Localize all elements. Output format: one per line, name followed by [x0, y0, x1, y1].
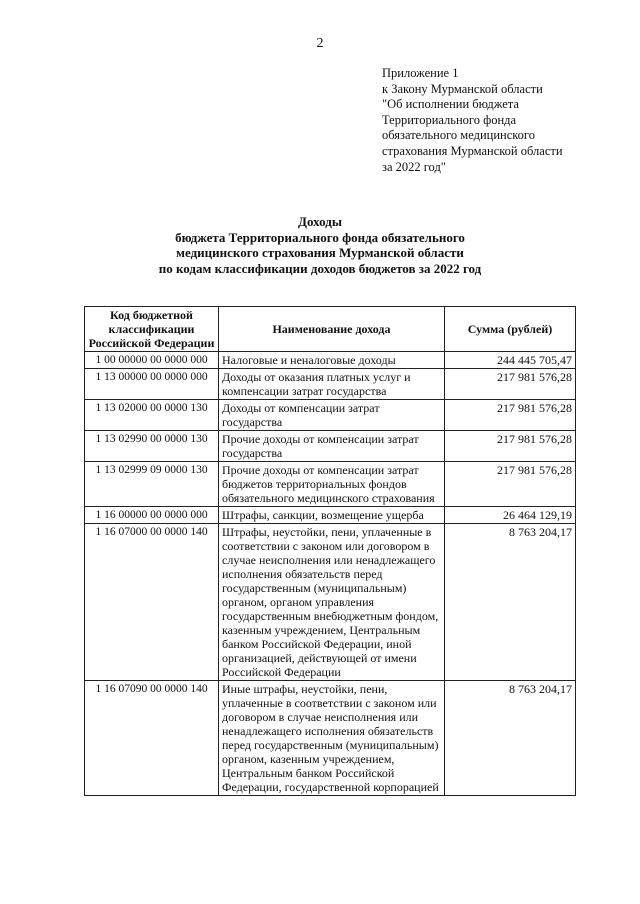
row-code: 1 00 00000 00 0000 000	[85, 352, 219, 369]
appendix-line: обязательного медицинского	[382, 128, 536, 143]
header-name: Наименование дохода	[219, 307, 445, 352]
appendix-line: страхования Мурманской области	[382, 143, 563, 158]
row-amount: 8 763 204,17	[445, 524, 576, 681]
income-table	[84, 306, 576, 796]
row-amount: 217 981 576,28	[445, 400, 576, 431]
row-amount: 244 445 705,47	[445, 352, 576, 369]
page-number: 2	[316, 36, 324, 51]
row-code: 1 16 00000 00 0000 000	[85, 507, 219, 524]
row-code: 1 16 07000 00 0000 140	[85, 524, 219, 681]
row-code: 1 16 07090 00 0000 140	[85, 681, 219, 796]
title-line: по кодам классификации доходов бюджетов за 2022 год	[158, 260, 482, 276]
table-row	[85, 369, 576, 400]
table-row	[85, 400, 576, 431]
appendix-line: за 2022 год"	[382, 159, 446, 174]
header-amount: Сумма (рублей)	[445, 307, 576, 352]
row-name: Доходы от компенсации затрат государства	[219, 400, 445, 431]
row-amount: 217 981 576,28	[445, 431, 576, 462]
appendix-line: Приложение 1	[382, 66, 459, 80]
title-line: Доходы	[298, 214, 342, 229]
title-line: бюджета Территориального фонда обязательного	[175, 229, 465, 245]
appendix-line: Территориального фонда	[382, 112, 517, 127]
appendix-note	[382, 66, 622, 175]
table-row	[85, 524, 576, 681]
table-row	[85, 681, 576, 796]
row-name: Иные штрафы, неустойки, пени, уплаченные в соответствии с законом или договором в случае неисполнения или ненадлежащего исполнения обязательств перед государственным (муниципальным) органом, казенным учреждением, Центральным банком Российской Федерации, государственной корпорацией	[219, 681, 445, 796]
table-row	[85, 352, 576, 369]
row-code: 1 13 02999 09 0000 130	[85, 462, 219, 507]
row-name: Налоговые и неналоговые доходы	[219, 352, 445, 369]
row-code: 1 13 02000 00 0000 130	[85, 400, 219, 431]
appendix-line: "Об исполнении бюджета	[382, 97, 519, 112]
row-amount: 217 981 576,28	[445, 369, 576, 400]
title-line: медицинского страхования Мурманской области	[176, 245, 464, 260]
row-name: Штрафы, неустойки, пени, уплаченные в соответствии с законом или договором в случае неисполнения или ненадлежащего исполнения обязательств перед государственным (муниципальным) органом, органом управления государственным внебюджетным фондом, казенным учреждением, Центральным банком Российской Федерации, иной организацией, действующей от имени Российской Федерации	[219, 524, 445, 681]
table-header-row	[85, 307, 576, 352]
row-name: Доходы от оказания платных услуг и компенсации затрат государства	[219, 369, 445, 400]
row-name: Прочие доходы от компенсации затрат государства	[219, 431, 445, 462]
header-code: Код бюджетной классификации Российской Федерации	[85, 307, 219, 352]
table-row	[85, 431, 576, 462]
row-name: Прочие доходы от компенсации затрат бюджетов территориальных фондов обязательного медицинского страхования	[219, 462, 445, 507]
row-name: Штрафы, санкции, возмещение ущерба	[219, 507, 445, 524]
appendix-line: к Закону Мурманской области	[382, 81, 543, 96]
row-amount: 8 763 204,17	[445, 681, 576, 796]
document-title	[0, 214, 640, 276]
row-amount: 26 464 129,19	[445, 507, 576, 524]
row-code: 1 13 02990 00 0000 130	[85, 431, 219, 462]
row-amount: 217 981 576,28	[445, 462, 576, 507]
table-row	[85, 462, 576, 507]
table-row	[85, 507, 576, 524]
row-code: 1 13 00000 00 0000 000	[85, 369, 219, 400]
